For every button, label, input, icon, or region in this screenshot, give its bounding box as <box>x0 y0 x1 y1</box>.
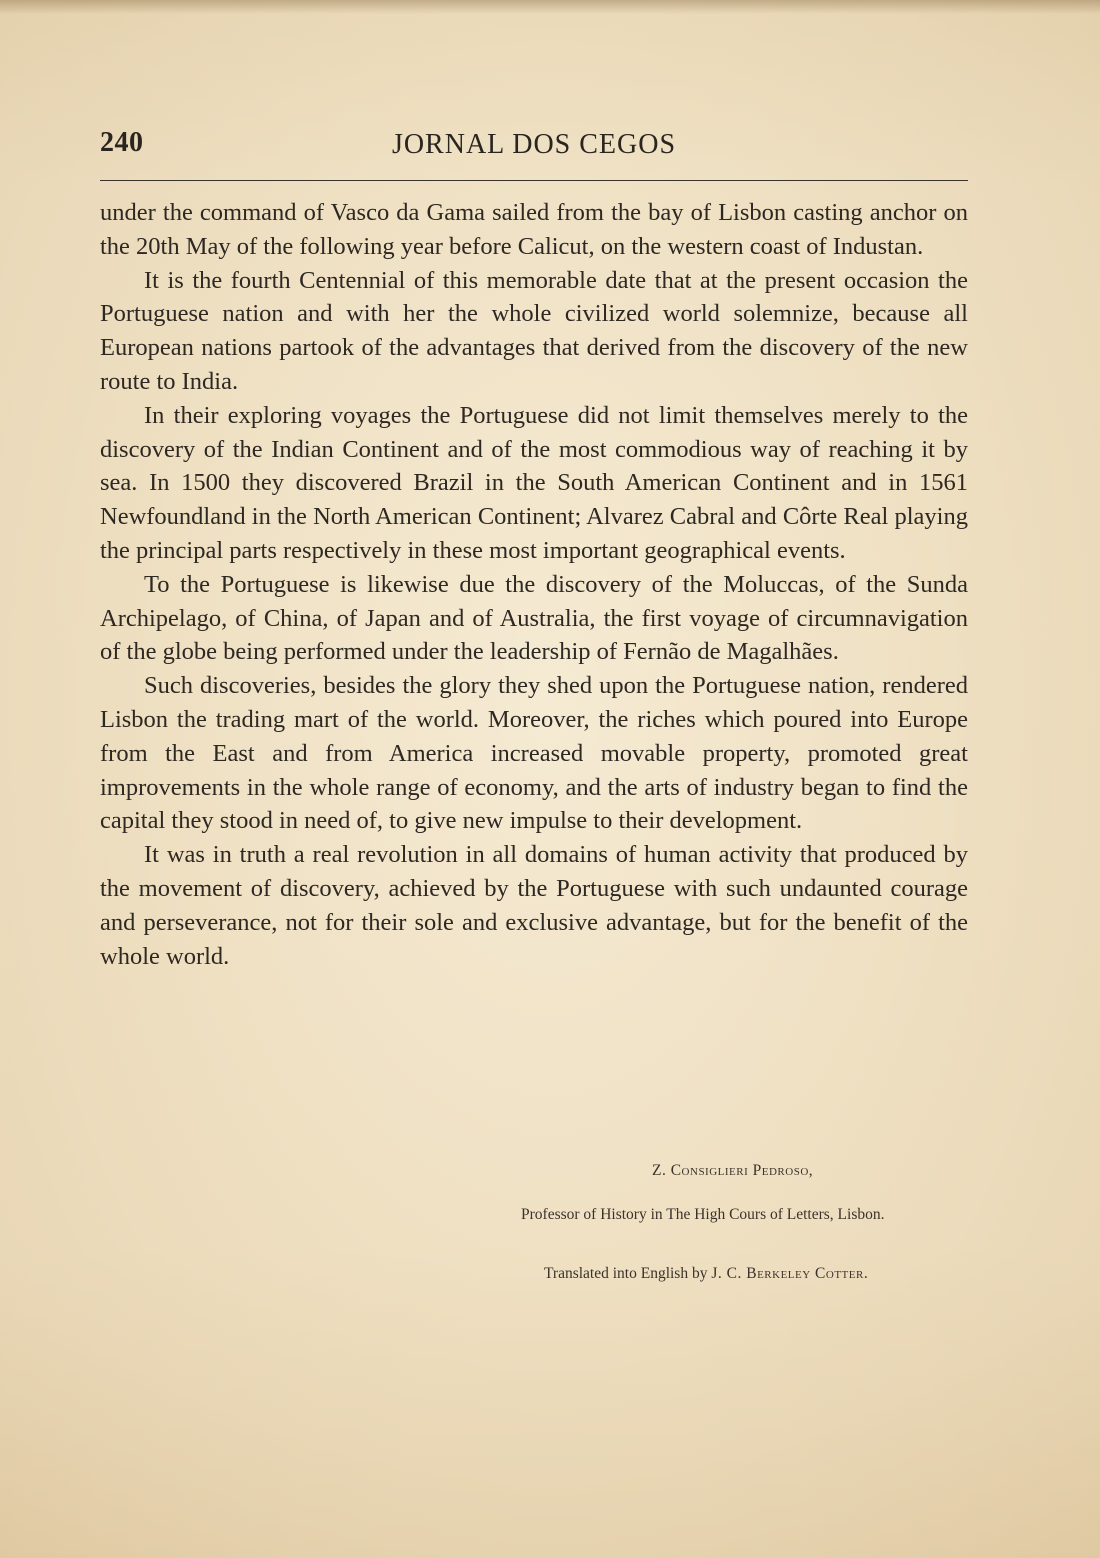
paragraph-6: It was in truth a real revolution in all domains of human activity that produced by the movement of discovery, achieved by the Portuguese with such undaunted courage and perseverance, not for their sole and exclusive advantage, but for the benefit of the whole world. <box>100 841 968 970</box>
paragraph-2: It is the fourth Centennial of this memorable date that at the present occasion the Portuguese nation and with her the whole civilized world solemnize, because all European nations partook of the advantages that derived from the discovery of the new route to India. <box>100 266 968 395</box>
page-header <box>100 127 968 177</box>
translator-prefix: Translated into English by <box>544 1265 708 1282</box>
translator-name: J. C. Berkeley Cotter. <box>711 1265 869 1282</box>
running-title: JORNAL DOS CEGOS <box>391 129 677 160</box>
paragraph-4: To the Portuguese is likewise due the discovery of the Moluccas, of the Sunda Archipelago, of China, of Japan and of Australia, the first voyage of circumnavigation of the globe being performed under the leadership of Fernão de Magalhães. <box>100 570 968 666</box>
paragraph-5: Such discoveries, besides the glory they shed upon the Portuguese nation, rendered Lisbon the trading mart of the world. Moreover, the riches which poured into Europe from the East and from America increased movable property, promoted great improvements in the whole range of economy, and the arts of industry began to find the capital they stood in need of, to give new impulse to their development. <box>100 672 968 835</box>
page-number: 240 <box>100 127 144 158</box>
signature-position: Professor of History in The High Cours of Letters, Lisbon. <box>521 1206 885 1223</box>
paragraph-3: In their exploring voyages the Portuguese did not limit themselves merely to the discovery of the Indian Continent and of the most commodious way of reaching it by sea. In 1500 they discovered Brazil in the South American Continent and in 1561 Newfoundland in the North American Continent; Alvarez Cabral and Côrte Real playing the principal parts respectively in these most important geographical events. <box>100 401 968 564</box>
signature-author: Z. Consiglieri Pedroso, <box>652 1162 814 1179</box>
translator-credit <box>544 1265 868 1283</box>
article-body <box>100 196 968 973</box>
paragraph-1: under the command of Vasco da Gama sailed from the bay of Lisbon casting anchor on the 20th May of the following year before Calicut, on the western coast of Industan. <box>100 199 968 260</box>
page-edge <box>0 0 1100 14</box>
header-rule <box>100 180 968 181</box>
